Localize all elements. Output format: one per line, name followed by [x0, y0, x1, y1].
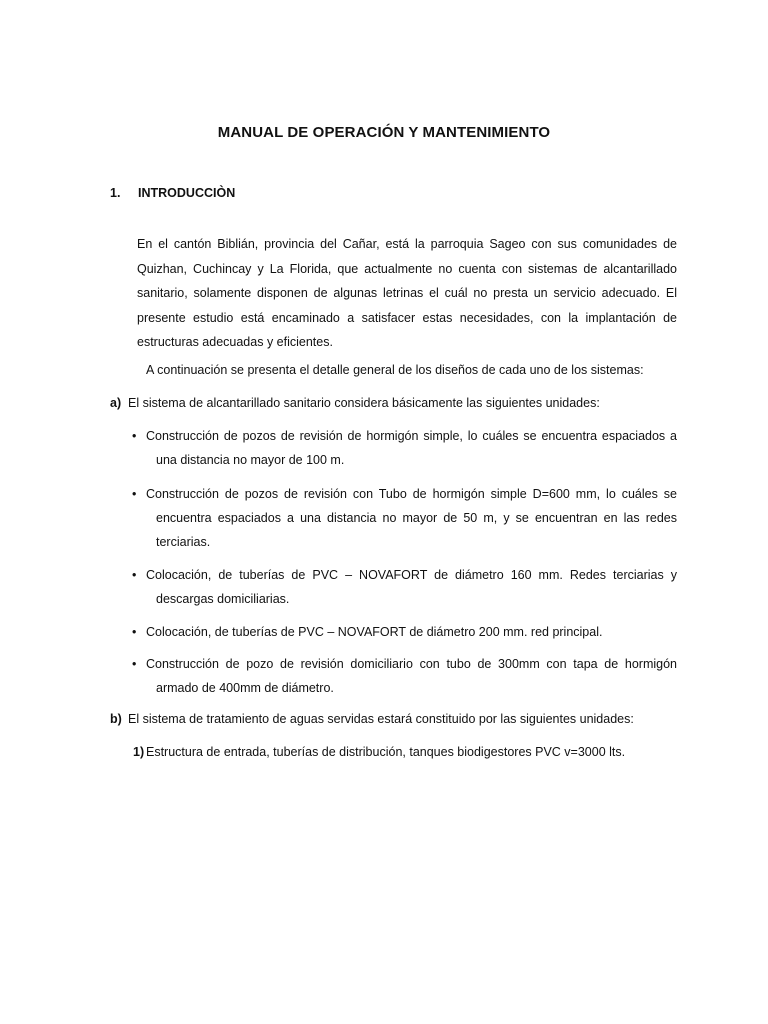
bullet-text: [146, 652, 677, 700]
bullet-text: [146, 424, 677, 472]
bullet-line: encuentra espaciados a una distancia no mayor de 50 m, y se encuentran en las redes: [156, 511, 677, 525]
bullet-line: Construcción de pozo de revisión domiciliario con tubo de 300mm con tapa de hormigón: [146, 657, 677, 671]
bullet-line: Construcción de pozos de revisión con Tubo de hormigón simple D=600 mm, lo cuáles se: [146, 487, 677, 501]
bullet-line: descargas domiciliarias.: [156, 592, 290, 606]
bullet-line: armado de 400mm de diámetro.: [156, 681, 334, 695]
bullet-text: [146, 482, 677, 554]
list-item-a: [110, 396, 600, 410]
list-item-b-label: b): [110, 712, 122, 726]
bullet-item: [132, 620, 677, 644]
intro-continuation: A continuación se presenta el detalle general de los diseños de cada uno de los sistemas:: [146, 363, 644, 377]
bullet-line: una distancia no mayor de 100 m.: [156, 453, 345, 467]
list-item-a-label: a): [110, 396, 122, 410]
numbered-item-text: Estructura de entrada, tuberías de distribución, tanques biodigestores PVC v=3000 lts.: [146, 745, 626, 759]
bullet-icon: •: [132, 487, 137, 501]
bullet-icon: •: [132, 568, 137, 582]
bullet-line: terciarias.: [156, 535, 211, 549]
bullet-item: [132, 482, 677, 554]
bullet-item: [132, 652, 677, 700]
list-item-b: [110, 712, 634, 726]
bullet-icon: •: [132, 625, 137, 639]
bullet-item: [132, 424, 677, 472]
intro-paragraph: En el cantón Biblián, provincia del Cañar, está la parroquia Sageo con sus comunidades de Quizhan, Cuchincay y La Florida, que actualmente no cuenta con sistemas de alcantarillado sanitario, solamente disponen de algunas letrinas el cuál no presta un servicio adecuado. El presente estudio está encaminado a satisfacer estas necesidades, con la implantación de estructuras adecuadas y eficientes.: [137, 237, 677, 349]
bullet-item: [132, 563, 677, 611]
section-title: INTRODUCCIÒN: [138, 186, 236, 200]
bullet-text: [146, 620, 677, 644]
list-item-b-text: El sistema de tratamiento de aguas servidas estará constituido por las siguientes unidades:: [128, 712, 634, 726]
document-title: MANUAL DE OPERACIÓN Y MANTENIMIENTO: [217, 124, 551, 141]
numbered-item: [133, 745, 625, 759]
bullet-line: Colocación, de tuberías de PVC – NOVAFORT de diámetro 200 mm. red principal.: [146, 625, 603, 639]
bullet-text: [146, 563, 677, 611]
bullet-line: Colocación, de tuberías de PVC – NOVAFORT de diámetro 160 mm. Redes terciarias y: [146, 568, 677, 582]
bullet-icon: •: [132, 657, 137, 671]
bullet-line: Construcción de pozos de revisión de hormigón simple, lo cuáles se encuentra espaciados a: [146, 429, 677, 443]
bullet-icon: •: [132, 429, 137, 443]
section-number: 1.: [110, 186, 121, 200]
list-item-a-text: El sistema de alcantarillado sanitario considera básicamente las siguientes unidades:: [128, 396, 600, 410]
section-heading: [110, 186, 235, 200]
numbered-item-label: 1): [133, 745, 145, 759]
